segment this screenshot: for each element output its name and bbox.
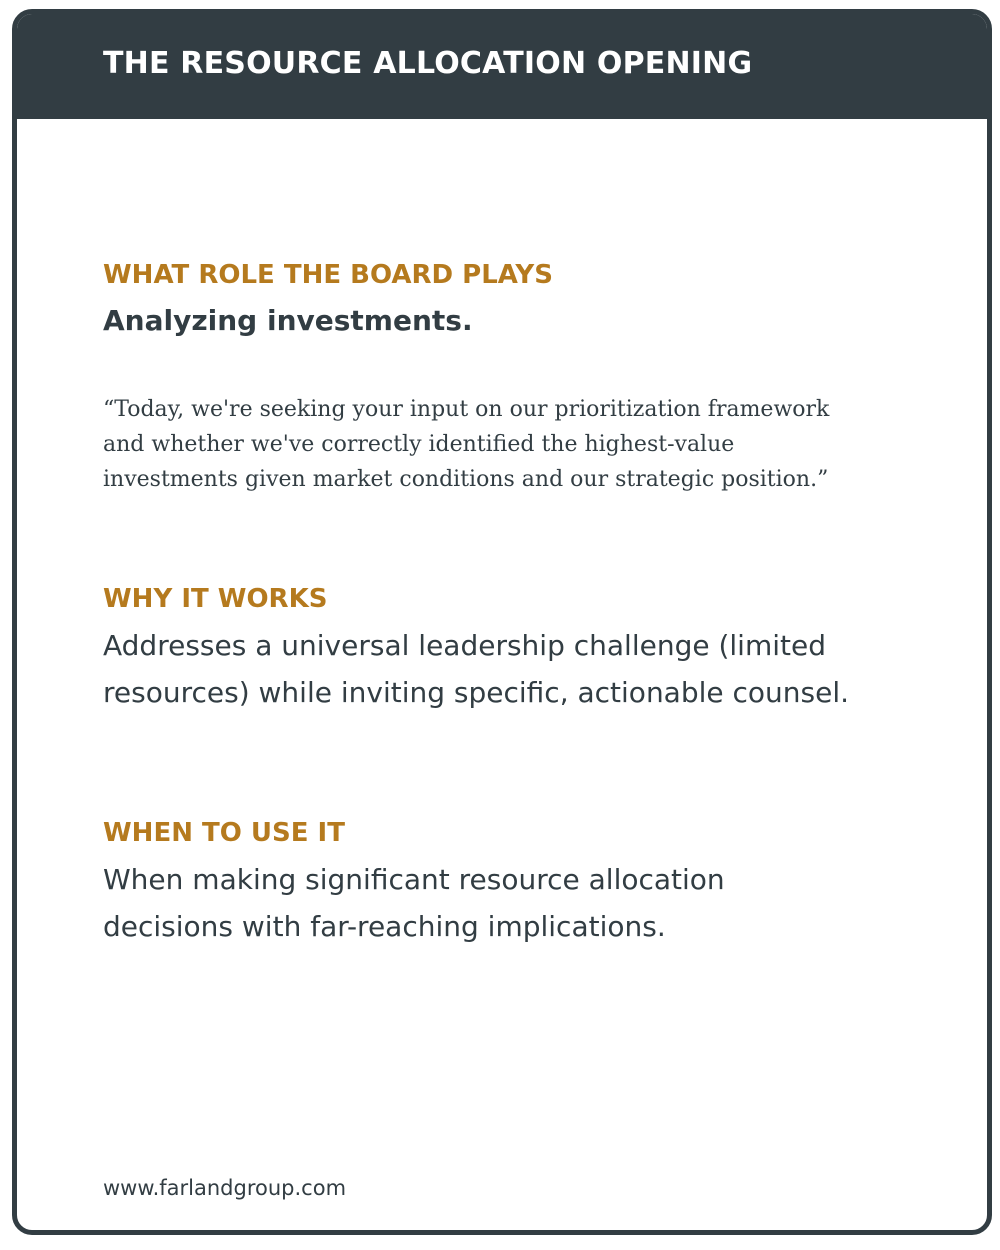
header-bar bbox=[17, 14, 987, 119]
card bbox=[12, 9, 992, 1235]
why-section-text: Addresses a universal leadership challenge (limited resources) while inviting specific, actionable counsel. bbox=[103, 629, 850, 709]
role-lead-text: Analyzing investments. bbox=[103, 304, 473, 337]
footer-website-link[interactable]: www.farlandgroup.com bbox=[103, 1176, 347, 1200]
when-section-text: When making significant resource allocation decisions with far-reaching implications. bbox=[103, 863, 725, 943]
when-section-heading: WHEN TO USE IT bbox=[103, 818, 345, 848]
page-title: THE RESOURCE ALLOCATION OPENING bbox=[103, 46, 753, 81]
example-quote: “Today, we're seeking your input on our prioritization framework and whether we've correctly identified the highest-value investments given market conditions and our strategic position.” bbox=[103, 397, 830, 492]
role-section-heading: WHAT ROLE THE BOARD PLAYS bbox=[103, 260, 553, 290]
why-section-heading: WHY IT WORKS bbox=[103, 584, 328, 614]
